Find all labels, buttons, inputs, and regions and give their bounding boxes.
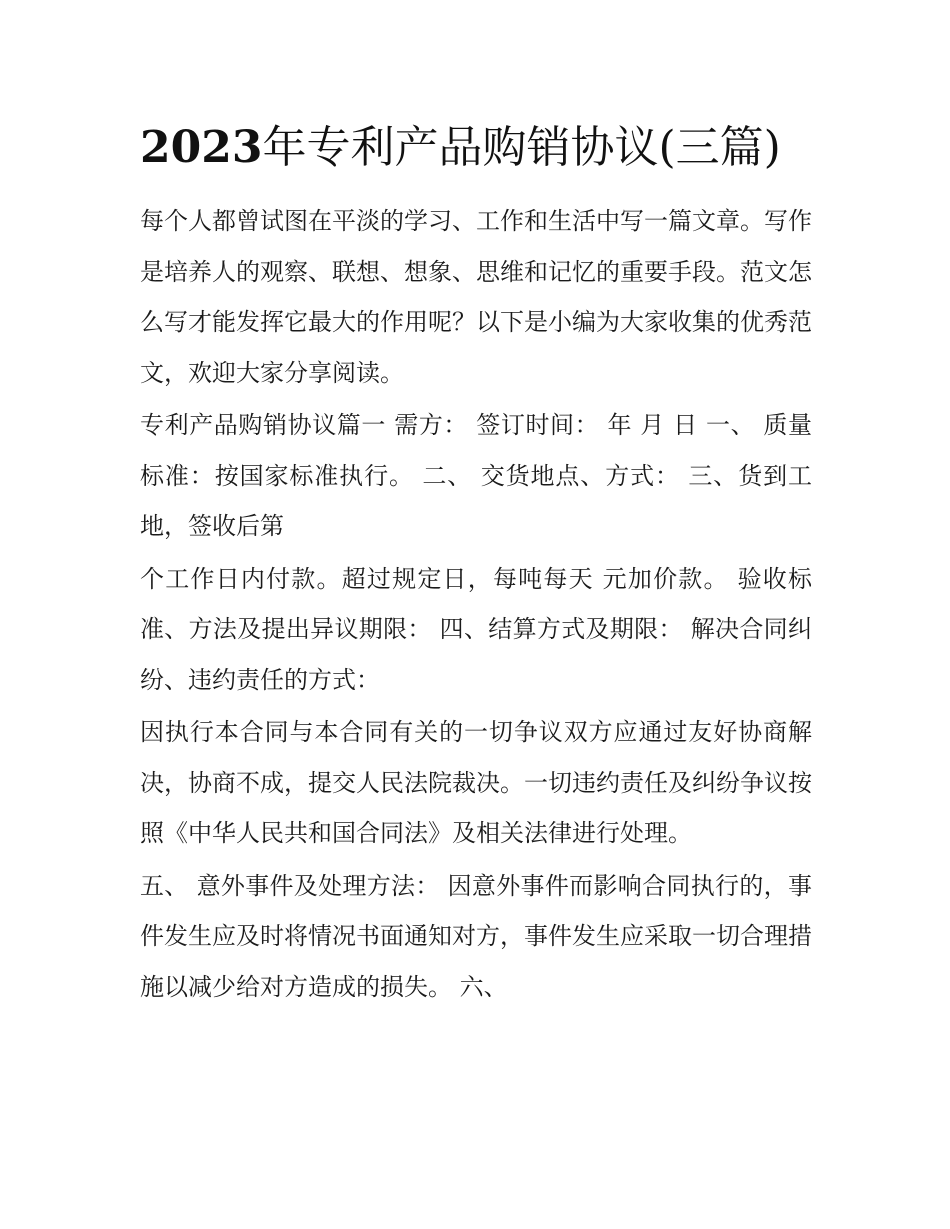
paragraph-force-majeure: 五、 意外事件及处理方法： 因意外事件而影响合同执行的，事件发生应及时将情况书面通知对方，事件发生应采取一切合理措施以减少给对方造成的损失。 六、 [140, 871, 812, 1001]
document-title-text: 年专利产品购销协议(三篇) [262, 122, 781, 173]
paragraph-intro: 每个人都曾试图在平淡的学习、工作和生活中写一篇文章。写作是培养人的观察、联想、想象、思维和记忆的重要手段。范文怎么写才能发挥它最大的作用呢？以下是小编为大家收集的优秀范文，欢迎大家分享阅读。 [140, 207, 812, 387]
document-body [140, 112, 812, 1014]
paragraph-agreement-part-1: 专利产品购销协议篇一 需方： 签订时间： 年 月 日 一、 质量标准：按国家标准执行。 二、 交货地点、方式： 三、货到工地，签收后第 [140, 411, 812, 540]
document-title [140, 112, 812, 184]
document-title-year: 2023 [140, 122, 263, 173]
paragraph-payment-terms: 个工作日内付款。超过规定日，每吨每天 元加价款。 验收标准、方法及提出异议期限： 四、结算方式及期限： 解决合同纠纷、违约责任的方式： [140, 564, 812, 694]
paragraph-dispute-resolution: 因执行本合同与本合同有关的一切争议双方应通过友好协商解决，协商不成，提交人民法院裁决。一切违约责任及纠纷争议按照《中华人民共和国合同法》及相关法律进行处理。 [140, 718, 812, 847]
